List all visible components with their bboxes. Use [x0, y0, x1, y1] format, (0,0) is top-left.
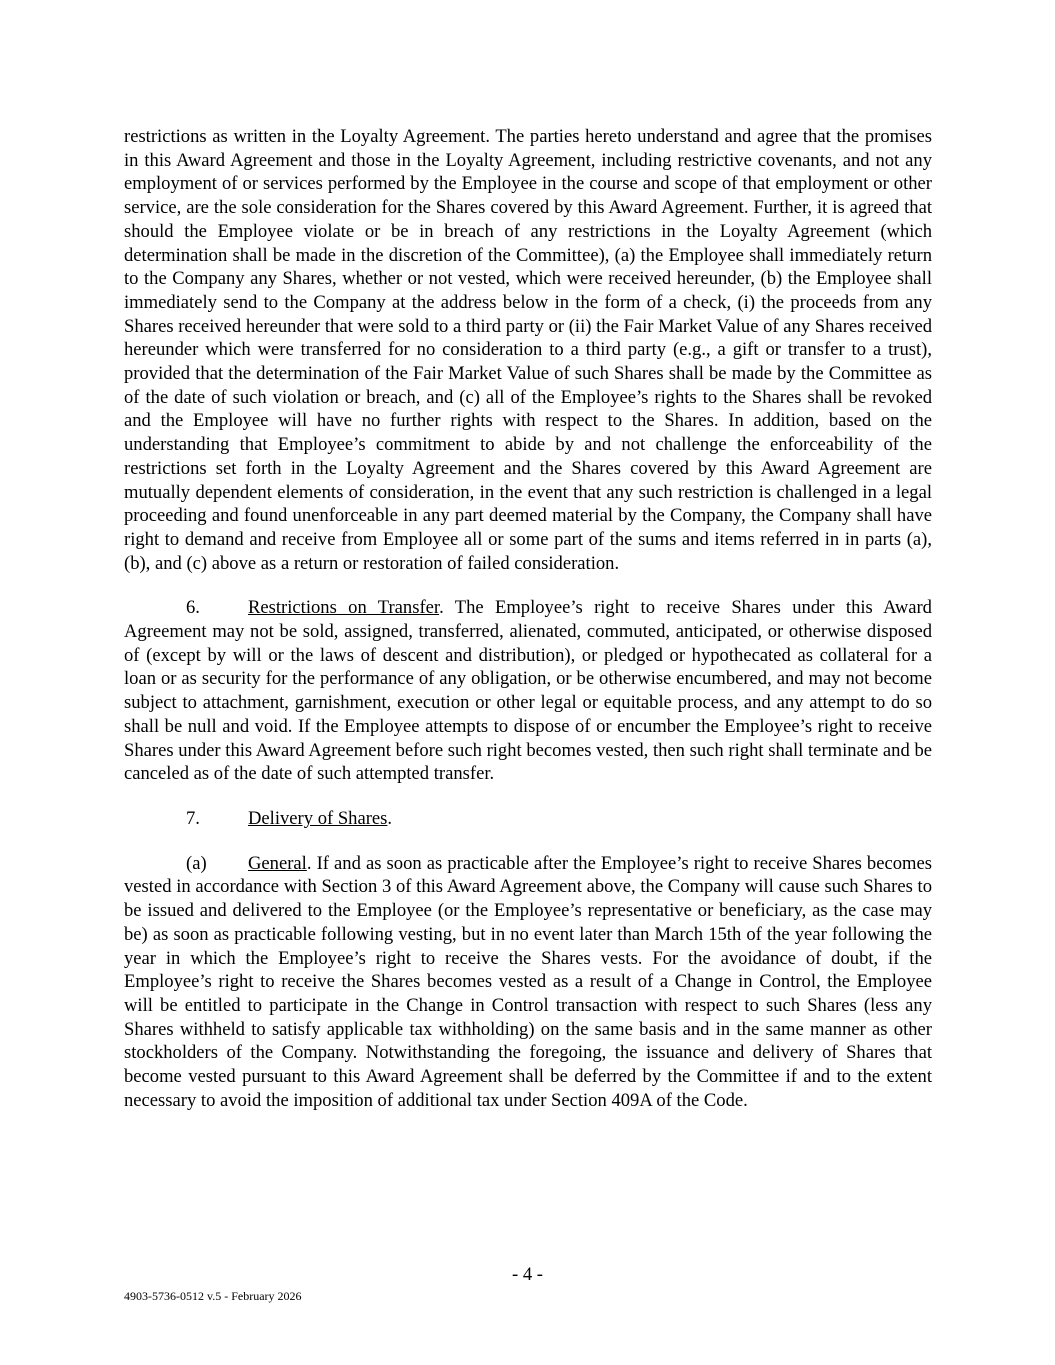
section-6-text: . The Employee’s right to receive Shares under this Award Agreement may not be sold, assigned, transferred, alienated, commuted, anticipated, or otherwise disposed of (except by will or the laws of descent and distribution), or pledged or hypothecated as collateral for a loan or as security for the performance of any obligation, or be otherwise encumbered, and may not become subject to attachment, garnishment, execution or other legal or equitable process, and any attempt to do so shall be null and void. If the Employee attempts to dispose of or encumber the Employee’s right to receive Shares under this Award Agreement before such right becomes vested, then such right shall terminate and be canceled as of the date of such attempted transfer. [124, 597, 932, 785]
section-6-paragraph [124, 596, 932, 786]
section-6-number: 6. [186, 597, 200, 619]
section-7-paragraph [124, 807, 932, 831]
section-7a-number: (a) [186, 852, 207, 874]
footer-document-id: 4903-5736-0512 v.5 - February 2026 [124, 1289, 302, 1303]
section-7a-paragraph [124, 852, 932, 1113]
section-7-suffix: . [387, 807, 393, 829]
section-7a-heading: General [248, 852, 307, 874]
section-7-number: 7. [186, 807, 200, 829]
section-7-heading: Delivery of Shares [248, 807, 388, 829]
section-7a-text: . If and as soon as practicable after the Employee’s right to receive Shares becomes vested in accordance with Section 3 of this Award Agreement above, the Company will cause such Shares to be issued and delivered to the Employee (or the Employee’s representative or beneficiary, as the case may be) as soon as practicable following vesting, but in no event later than March 15th of the year following the year in which the Employee’s right to receive the Shares vests. For the avoidance of doubt, if the Employee’s right to receive the Shares becomes vested as a result of a Change in Control, the Employee will be entitled to participate in the Change in Control transaction with respect to such Shares (less any Shares withheld to satisfy applicable tax withholding) on the same basis and in the same manner as other stockholders of the Company. Notwithstanding the foregoing, the issuance and delivery of Shares that become vested pursuant to this Award Agreement shall be deferred by the Committee if and to the extent necessary to avoid the imposition of additional tax under Section 409A of the Code. [124, 852, 932, 1111]
continuation-paragraph: restrictions as written in the Loyalty Agreement. The parties hereto understand and agree that the promises in this Award Agreement and those in the Loyalty Agreement, including restrictive covenants, and not any employment of or services performed by the Employee in the course and scope of that employment or other service, are the sole consideration for the Shares covered by this Award Agreement. Further, it is agreed that should the Employee violate or be in breach of any restrictions in the Loyalty Agreement (which determination shall be made in the discretion of the Committee), (a) the Employee shall immediately return to the Company any Shares, whether or not vested, which were received hereunder, (b) the Employee shall immediately send to the Company at the address below in the form of a check, (i) the proceeds from any Shares received hereunder that were sold to a third party or (ii) the Fair Market Value of any Shares received hereunder which were transferred for no consideration to a third party (e.g., a gift or transfer to a trust), provided that the determination of the Fair Market Value of such Shares shall be made by the Committee as of the date of such violation or breach, and (c) all of the Employee’s rights to the Shares shall be revoked and the Employee will have no further rights with respect to the Shares. In addition, based on the understanding that Employee’s commitment to abide by and not challenge the enforceability of the restrictions set forth in the Loyalty Agreement and the Shares covered by this Award Agreement are mutually dependent elements of consideration, in the event that any such restriction is challenged in a legal proceeding and found unenforceable in any part deemed material by the Company, the Company shall have right to demand and receive from Employee all or some part of the sums and items referred in in parts (a), (b), and (c) above as a return or restoration of failed consideration. [124, 126, 932, 574]
document-body [124, 125, 932, 1112]
page-number: - 4 - [512, 1264, 543, 1285]
section-6-heading: Restrictions on Transfer [248, 597, 440, 619]
